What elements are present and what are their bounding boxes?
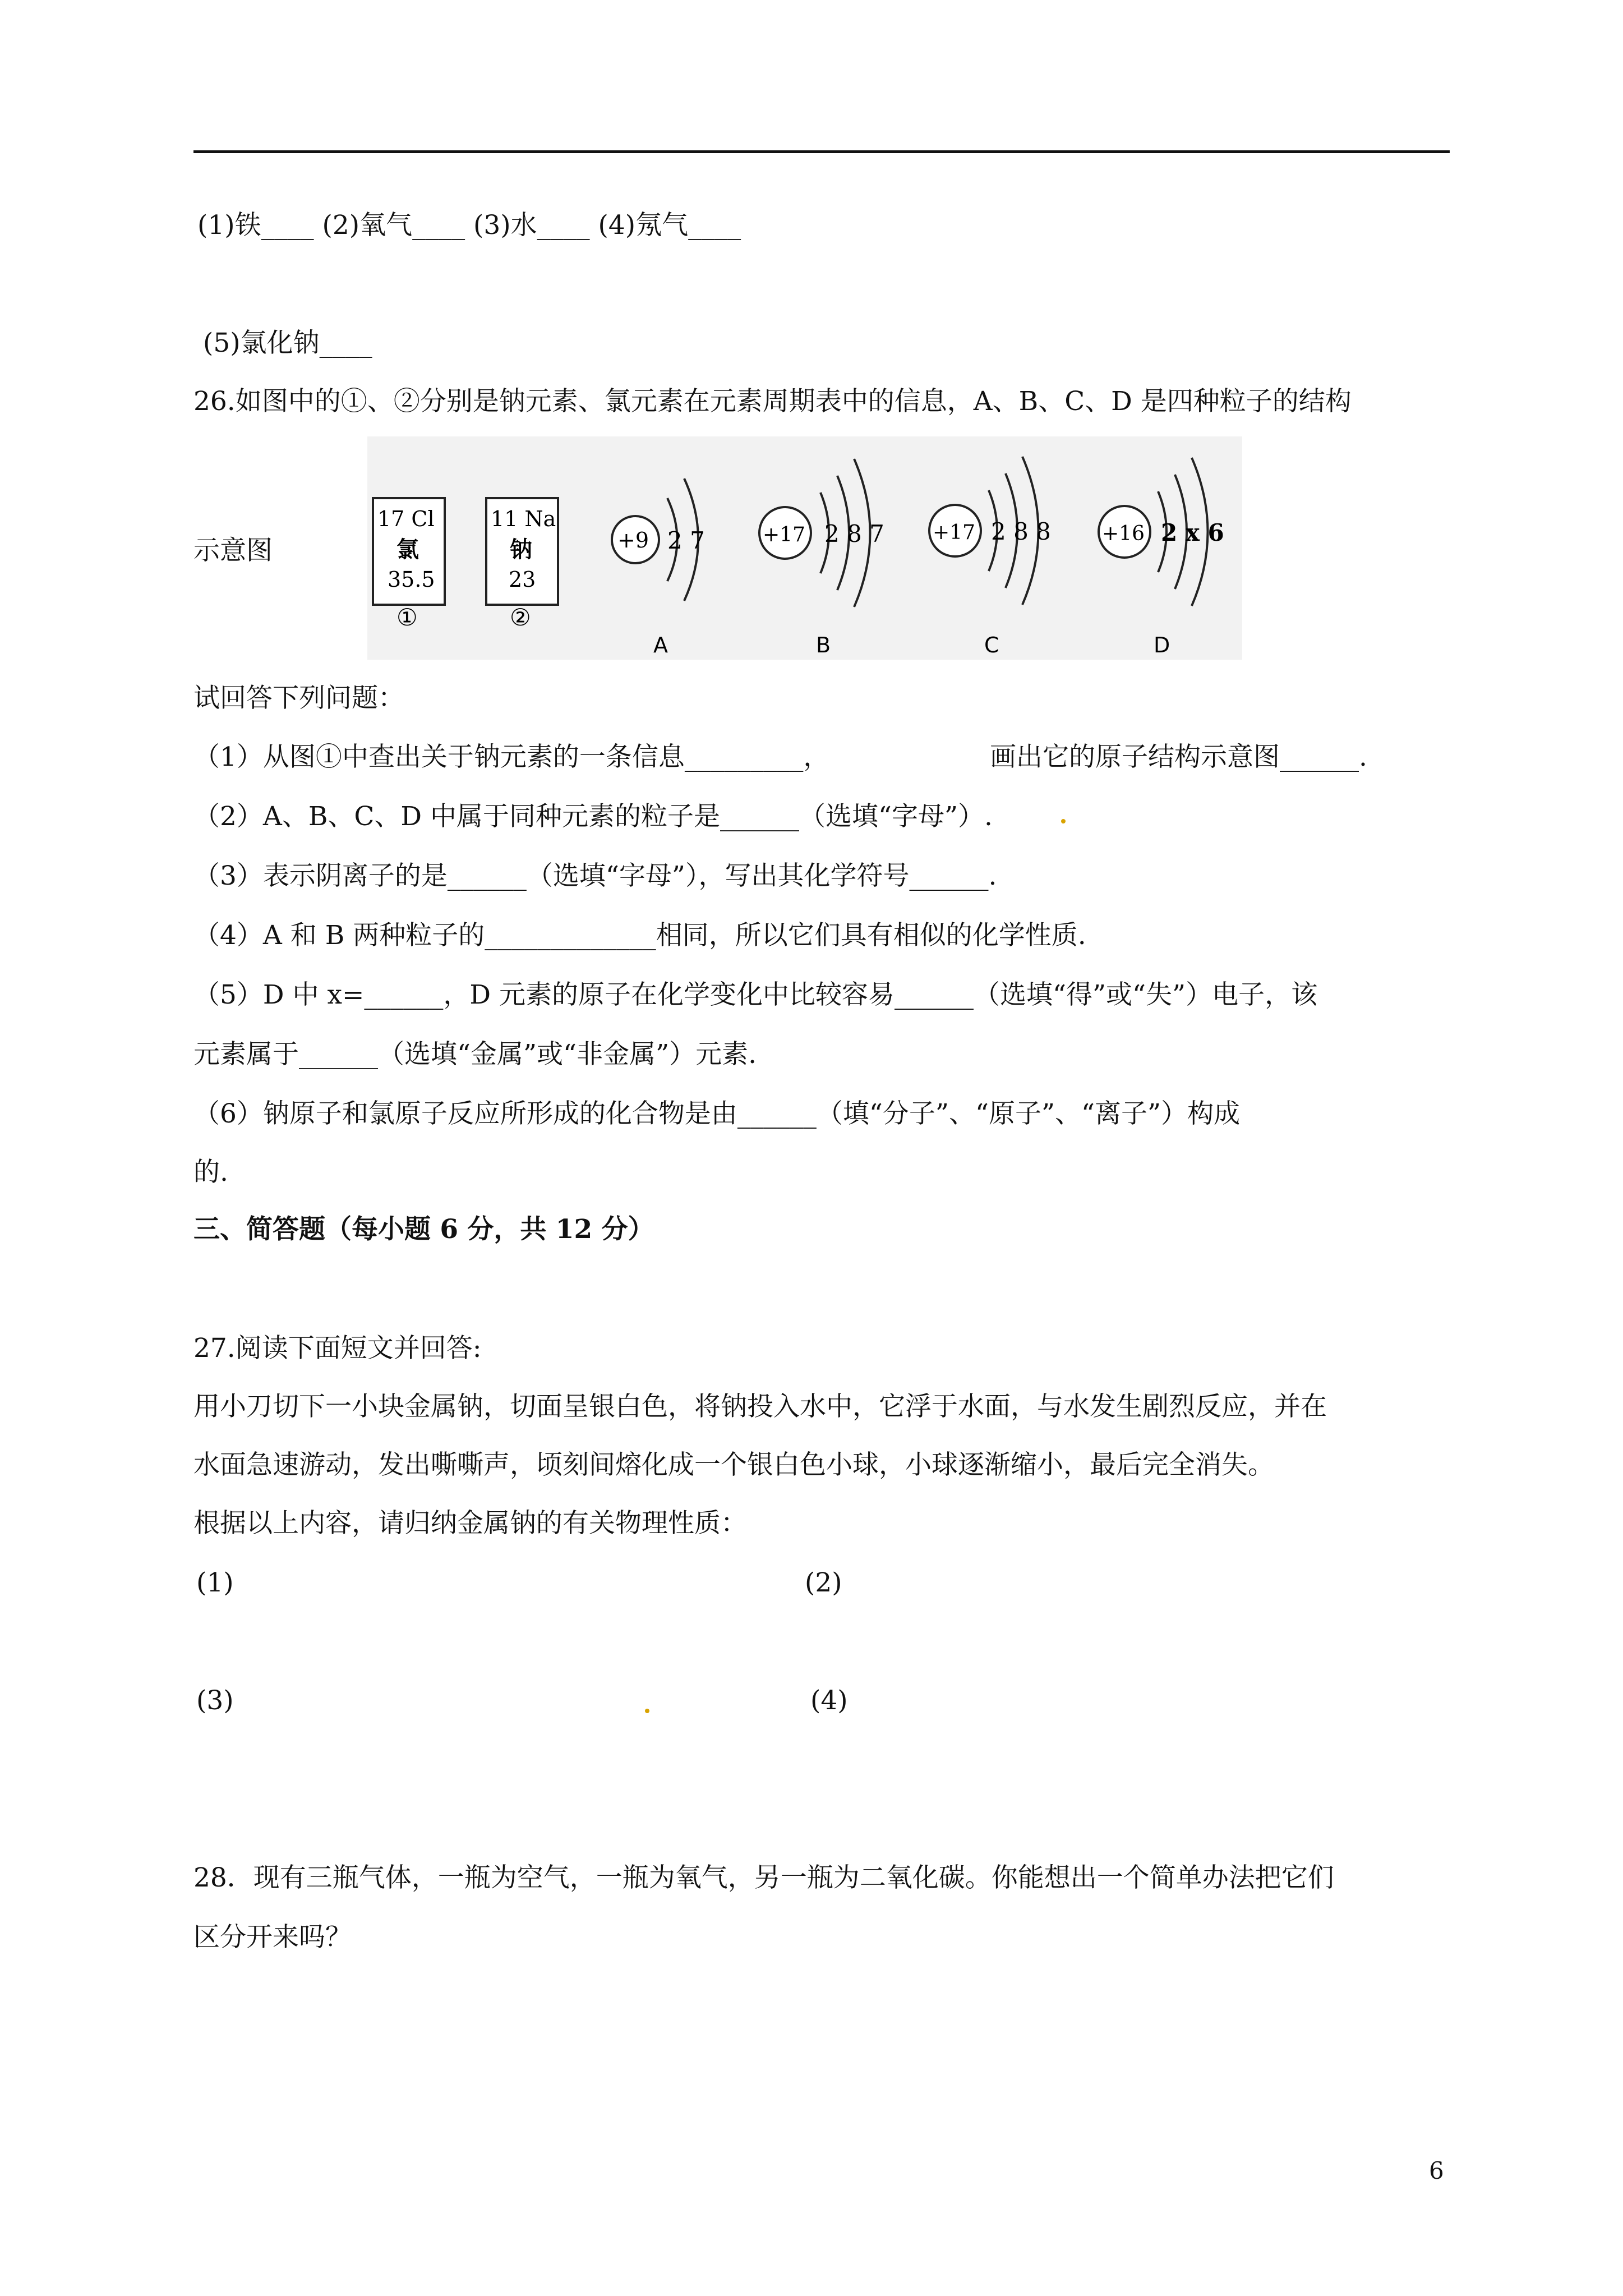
q28-line2: 区分开来吗？	[193, 1922, 352, 1953]
particle-d-shells: 2 x 6	[1161, 519, 1224, 546]
q26-stem: 26.如图中的①、②分别是钠元素、氯元素在元素周期表中的信息，A、B、C、D 是四种粒子的结构	[193, 386, 1352, 417]
section-3-heading: 三、简答题（每小题 6 分，共 12 分）	[193, 1214, 654, 1245]
q26-5-line2: 元素属于______（选填“金属”或“非金属”）元素.	[193, 1039, 757, 1070]
q28-line1: 28．现有三瓶气体，一瓶为空气，一瓶为氧气，另一瓶为二氧化碳。你能想出一个简单办法把它们	[193, 1862, 1334, 1893]
particle-a-label: A	[653, 633, 668, 657]
q27-stem: 27.阅读下面短文并回答:	[193, 1333, 482, 1364]
card1-name: 氯	[396, 537, 419, 563]
q26-1-part-a: （1）从图①中查出关于钠元素的一条信息_________，	[193, 742, 830, 772]
stray-dot	[645, 1709, 649, 1713]
q26-4: （4）A 和 B 两种粒子的_____________相同，所以它们具有相似的化学性质.	[193, 920, 1086, 951]
answer-2-label: (2)	[805, 1567, 842, 1598]
q26-6-line2: 的.	[193, 1157, 228, 1188]
card1-top: 17 Cl	[377, 507, 435, 531]
q26-1-part-b: 画出它的原子结构示意图______.	[990, 742, 1367, 772]
particle-b-shells: 2 8 7	[824, 520, 884, 547]
particle-b-nucleus: +17	[763, 523, 805, 546]
card2-mass: 23	[509, 567, 536, 592]
q26-5-line1: （5）D 中 x=______，D 元素的原子在化学变化中比较容易______（选填“得”或“失”）电子，该	[193, 979, 1318, 1010]
header-rule	[193, 150, 1450, 153]
q25-items-line1: (1)铁____ (2)氧气____ (3)水____ (4)氖气____	[197, 210, 741, 241]
q27-instruction: 根据以上内容，请归纳金属钠的有关物理性质：	[193, 1508, 747, 1539]
answer-3-label: (3)	[196, 1685, 234, 1716]
answer-1-label: (1)	[196, 1567, 234, 1598]
particle-d-nucleus: +16	[1102, 522, 1145, 545]
card1-mass: 35.5	[388, 567, 435, 592]
q26-6-line1: （6）钠原子和氯原子反应所形成的化合物是由______（填“分子”、“原子”、“离子”）构成	[193, 1098, 1241, 1129]
card2-name: 钠	[510, 537, 532, 563]
card2-top: 11 Na	[491, 507, 556, 531]
particle-c-label: C	[984, 633, 999, 657]
q26-3: （3）表示阴离子的是______（选填“字母”），写出其化学符号______.	[193, 861, 997, 891]
answer-4-label: (4)	[810, 1685, 848, 1716]
q25-items-line2: (5)氯化钠____	[203, 328, 372, 358]
particle-c-nucleus: +17	[933, 521, 975, 544]
page-number: 6	[1429, 2157, 1444, 2184]
card2-mark: ②	[510, 604, 531, 631]
particle-b-label: B	[816, 633, 831, 657]
particle-a-nucleus: +9	[617, 528, 649, 553]
particle-d-label: D	[1154, 633, 1170, 657]
figure-caption: 示意图	[193, 535, 273, 566]
q27-passage-line2: 水面急速游动，发出嘶嘶声，顷刻间熔化成一个银白色小球，小球逐渐缩小，最后完全消失。	[193, 1450, 1274, 1480]
particle-c-shells: 2 8 8	[991, 518, 1051, 545]
q27-passage-line1: 用小刀切下一小块金属钠，切面呈银白色，将钠投入水中，它浮于水面，与水发生剧烈反应，并在	[193, 1391, 1327, 1422]
q26-2: （2）A、B、C、D 中属于同种元素的粒子是______（选填“字母”）.	[193, 801, 993, 832]
particle-a-shells: 2 7	[667, 527, 705, 554]
questions-intro: 试回答下列问题：	[193, 683, 404, 714]
atomic-structure-figure	[367, 436, 1242, 660]
card1-mark: ①	[396, 604, 418, 631]
stray-mark	[1061, 819, 1066, 823]
